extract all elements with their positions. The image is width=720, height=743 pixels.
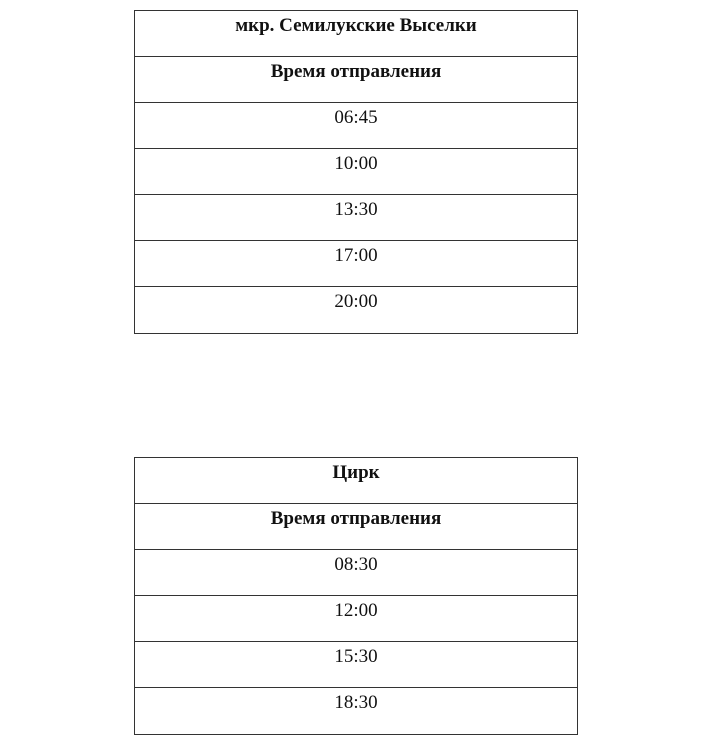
column-header: Время отправления [135,57,577,103]
departure-time: 12:00 [135,596,577,642]
departure-time: 10:00 [135,149,577,195]
schedule-table-semiluki [134,10,578,334]
departure-time: 13:30 [135,195,577,241]
departure-time: 08:30 [135,550,577,596]
column-header: Время отправления [135,504,577,550]
departure-time: 20:00 [334,291,378,312]
stop-title: Цирк [135,458,577,504]
stop-title: мкр. Семилукские Выселки [135,11,577,57]
schedule-table-circus [134,457,578,735]
departure-time: 06:45 [135,103,577,149]
departure-time: 17:00 [135,241,577,287]
departure-time: 15:30 [135,642,577,688]
departure-time: 18:30 [334,692,378,713]
